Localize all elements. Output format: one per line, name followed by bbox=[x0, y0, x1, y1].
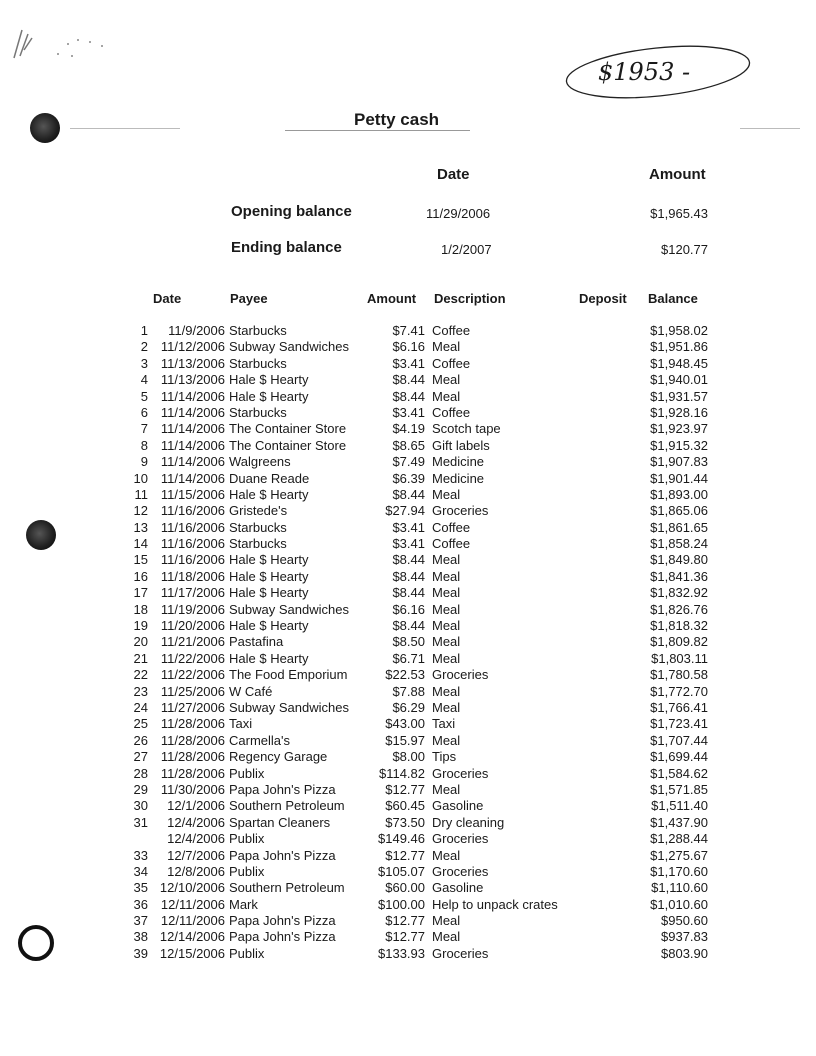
table-row bbox=[0, 520, 816, 536]
row-balance: $1,826.76 bbox=[650, 601, 708, 617]
row-number: 37 bbox=[133, 913, 148, 929]
scan-line-right bbox=[740, 128, 800, 129]
row-description: Meal bbox=[432, 650, 461, 666]
ending-balance-date: 1/2/2007 bbox=[441, 242, 492, 257]
row-number: 11 bbox=[134, 486, 148, 502]
row-number: 34 bbox=[133, 863, 148, 879]
row-description: Coffee bbox=[432, 536, 471, 552]
table-row bbox=[0, 946, 816, 962]
row-balance: $1,707.44 bbox=[650, 732, 708, 748]
row-balance: $1,861.65 bbox=[650, 519, 708, 535]
row-number: 24 bbox=[133, 699, 148, 715]
row-payee: Subway Sandwiches bbox=[229, 699, 349, 715]
row-amount: $7.49 bbox=[392, 454, 425, 470]
row-payee: The Container Store bbox=[229, 421, 347, 437]
row-description: Scotch tape bbox=[432, 421, 501, 437]
table-row bbox=[0, 782, 816, 798]
row-date: 11/13/2006 bbox=[160, 372, 225, 388]
table-row bbox=[0, 815, 816, 831]
row-number: 3 bbox=[140, 355, 148, 371]
page-title: Petty cash bbox=[354, 110, 440, 129]
row-amount: $27.94 bbox=[385, 503, 425, 519]
row-description: Dry cleaning bbox=[432, 814, 505, 830]
row-date: 11/22/2006 bbox=[160, 667, 225, 683]
row-payee: Southern Petroleum bbox=[229, 880, 345, 896]
row-date: 11/14/2006 bbox=[160, 470, 225, 486]
table-row bbox=[0, 716, 816, 732]
row-description: Meal bbox=[432, 699, 461, 715]
row-number: 26 bbox=[133, 732, 148, 748]
ending-balance-amount: $120.77 bbox=[661, 242, 708, 257]
row-payee: Starbucks bbox=[229, 536, 287, 552]
row-amount: $8.44 bbox=[392, 568, 425, 584]
row-payee: Regency Garage bbox=[229, 749, 328, 765]
row-payee: Carmella's bbox=[229, 732, 290, 748]
row-date: 11/14/2006 bbox=[160, 404, 225, 420]
table-row bbox=[0, 618, 816, 634]
table-row bbox=[0, 471, 816, 487]
row-description: Taxi bbox=[432, 716, 456, 732]
table-row bbox=[0, 585, 816, 601]
scan-marks bbox=[8, 20, 128, 70]
row-date: 11/14/2006 bbox=[160, 421, 225, 437]
table-row bbox=[0, 438, 816, 454]
row-payee: Starbucks bbox=[229, 355, 287, 371]
table-row bbox=[0, 651, 816, 667]
row-amount: $7.41 bbox=[392, 323, 425, 338]
handwritten-amount: $1953 - bbox=[598, 58, 691, 86]
row-date: 11/16/2006 bbox=[160, 552, 225, 568]
row-number: 17 bbox=[133, 585, 148, 601]
summary-date-header: Date bbox=[437, 166, 470, 183]
row-date: 12/14/2006 bbox=[159, 929, 225, 945]
row-amount: $4.19 bbox=[392, 421, 425, 437]
row-amount: $149.46 bbox=[378, 831, 425, 847]
row-description: Groceries bbox=[432, 503, 489, 519]
row-balance: $1,699.44 bbox=[650, 749, 708, 765]
opening-balance-amount: $1,965.43 bbox=[650, 206, 708, 221]
title-underline bbox=[285, 130, 470, 131]
table-row bbox=[0, 897, 816, 913]
row-payee: Starbucks bbox=[229, 323, 287, 338]
row-description: Tips bbox=[432, 749, 457, 765]
row-number: 28 bbox=[133, 765, 148, 781]
table-row bbox=[0, 602, 816, 618]
row-balance: $1,928.16 bbox=[650, 404, 708, 420]
table-row bbox=[0, 848, 816, 864]
table-row bbox=[0, 339, 816, 355]
opening-balance-label: Opening balance bbox=[231, 203, 352, 220]
binder-hole-top bbox=[30, 113, 60, 143]
row-number: 39 bbox=[133, 945, 148, 961]
row-payee: Starbucks bbox=[229, 404, 287, 420]
table-row bbox=[0, 766, 816, 782]
row-balance: $1,951.86 bbox=[650, 339, 708, 355]
row-description: Meal bbox=[432, 847, 461, 863]
row-date: 11/15/2006 bbox=[160, 486, 225, 502]
row-number: 22 bbox=[133, 667, 148, 683]
row-payee: Subway Sandwiches bbox=[229, 339, 349, 355]
row-number: 14 bbox=[133, 536, 148, 552]
row-description: Meal bbox=[432, 552, 461, 568]
row-amount: $12.77 bbox=[385, 847, 425, 863]
row-amount: $105.07 bbox=[378, 863, 425, 879]
table-row bbox=[0, 684, 816, 700]
row-amount: $3.41 bbox=[392, 355, 425, 371]
table-row bbox=[0, 831, 816, 847]
ending-balance-label: Ending balance bbox=[231, 239, 342, 256]
row-balance: $1,893.00 bbox=[650, 486, 708, 502]
table-row bbox=[0, 323, 816, 339]
row-amount: $8.44 bbox=[392, 618, 425, 634]
row-payee: Papa John's Pizza bbox=[229, 913, 336, 929]
row-description: Groceries bbox=[432, 831, 489, 847]
row-description: Groceries bbox=[432, 863, 489, 879]
row-balance: $1,915.32 bbox=[650, 437, 708, 453]
row-number: 27 bbox=[133, 749, 148, 765]
row-balance: $1,571.85 bbox=[650, 781, 708, 797]
row-date: 11/12/2006 bbox=[160, 339, 225, 355]
row-balance: $1,948.45 bbox=[650, 355, 708, 371]
table-row bbox=[0, 798, 816, 814]
col-header-date: Date bbox=[153, 291, 182, 306]
summary-amount-header: Amount bbox=[649, 166, 706, 183]
row-date: 11/14/2006 bbox=[160, 437, 225, 453]
table-row bbox=[0, 880, 816, 896]
row-payee: Publix bbox=[229, 765, 265, 781]
row-payee: Hale $ Hearty bbox=[229, 372, 309, 388]
row-date: 11/17/2006 bbox=[160, 585, 225, 601]
opening-balance-date: 11/29/2006 bbox=[426, 206, 491, 221]
row-date: 11/21/2006 bbox=[160, 634, 225, 650]
table-row bbox=[0, 864, 816, 880]
row-description: Medicine bbox=[432, 454, 485, 470]
table-row bbox=[0, 749, 816, 765]
row-number: 20 bbox=[133, 634, 148, 650]
row-amount: $8.50 bbox=[392, 634, 425, 650]
row-balance: $1,865.06 bbox=[650, 503, 708, 519]
row-balance: $1,170.60 bbox=[650, 863, 708, 879]
row-date: 11/25/2006 bbox=[160, 683, 225, 699]
row-description: Meal bbox=[432, 732, 461, 748]
row-description: Meal bbox=[432, 929, 461, 945]
row-balance: $1,780.58 bbox=[650, 667, 708, 683]
row-balance: $1,803.11 bbox=[651, 650, 708, 666]
row-number: 35 bbox=[133, 880, 148, 896]
table-row bbox=[0, 503, 816, 519]
row-amount: $100.00 bbox=[378, 896, 425, 912]
row-balance: $1,437.90 bbox=[650, 814, 708, 830]
row-date: 11/18/2006 bbox=[160, 568, 225, 584]
row-amount: $6.29 bbox=[392, 699, 425, 715]
row-payee: Southern Petroleum bbox=[229, 798, 345, 814]
row-balance: $1,766.41 bbox=[650, 699, 708, 715]
row-balance: $1,858.24 bbox=[650, 536, 708, 552]
row-number: 5 bbox=[140, 388, 148, 404]
row-balance: $803.90 bbox=[661, 945, 708, 961]
row-amount: $43.00 bbox=[385, 716, 425, 732]
row-balance: $1,275.67 bbox=[650, 847, 708, 863]
row-number: 16 bbox=[133, 568, 148, 584]
row-amount: $60.00 bbox=[385, 880, 425, 896]
row-date: 11/16/2006 bbox=[160, 519, 225, 535]
row-date: 12/8/2006 bbox=[167, 863, 225, 879]
row-description: Gasoline bbox=[432, 798, 484, 814]
table-row bbox=[0, 389, 816, 405]
row-amount: $6.71 bbox=[392, 650, 425, 666]
table-row bbox=[0, 356, 816, 372]
table-row bbox=[0, 454, 816, 470]
row-description: Meal bbox=[432, 634, 461, 650]
row-balance: $1,818.32 bbox=[650, 618, 708, 634]
row-payee: Hale $ Hearty bbox=[229, 388, 309, 404]
scan-line-left bbox=[70, 128, 180, 129]
row-balance: $1,010.60 bbox=[650, 896, 708, 912]
row-payee: Spartan Cleaners bbox=[229, 814, 331, 830]
row-amount: $8.00 bbox=[392, 749, 425, 765]
row-date: 12/4/2006 bbox=[167, 814, 225, 830]
row-balance: $1,940.01 bbox=[650, 372, 708, 388]
col-header-amount: Amount bbox=[367, 291, 417, 306]
row-number: 25 bbox=[133, 716, 148, 732]
row-payee: Duane Reade bbox=[229, 470, 310, 486]
row-payee: Gristede's bbox=[229, 503, 288, 519]
row-payee: The Container Store bbox=[229, 437, 347, 453]
row-amount: $8.44 bbox=[392, 585, 425, 601]
row-balance: $950.60 bbox=[661, 913, 708, 929]
table-row bbox=[0, 733, 816, 749]
row-payee: Walgreens bbox=[229, 454, 291, 470]
row-description: Groceries bbox=[432, 945, 489, 961]
row-description: Meal bbox=[432, 388, 461, 404]
row-amount: $8.44 bbox=[392, 552, 425, 568]
row-amount: $12.77 bbox=[385, 781, 425, 797]
row-amount: $8.44 bbox=[392, 372, 425, 388]
row-number: 33 bbox=[133, 847, 148, 863]
row-number: 13 bbox=[133, 519, 148, 535]
row-balance: $1,772.70 bbox=[650, 683, 708, 699]
row-number: 23 bbox=[133, 683, 148, 699]
table-row bbox=[0, 487, 816, 503]
row-date: 11/14/2006 bbox=[160, 454, 225, 470]
table-row bbox=[0, 929, 816, 945]
row-amount: $114.82 bbox=[378, 765, 425, 781]
row-balance: $1,849.80 bbox=[650, 552, 708, 568]
row-description: Meal bbox=[432, 913, 461, 929]
row-amount: $15.97 bbox=[385, 732, 425, 748]
row-amount: $7.88 bbox=[392, 683, 425, 699]
row-payee: Papa John's Pizza bbox=[229, 847, 336, 863]
row-date: 11/16/2006 bbox=[160, 503, 225, 519]
row-payee: Hale $ Hearty bbox=[229, 486, 309, 502]
row-date: 11/19/2006 bbox=[160, 601, 225, 617]
row-description: Medicine bbox=[432, 470, 485, 486]
row-date: 11/28/2006 bbox=[160, 765, 225, 781]
table-row bbox=[0, 569, 816, 585]
table-row bbox=[0, 667, 816, 683]
row-amount: $6.16 bbox=[392, 339, 425, 355]
row-balance: $1,584.62 bbox=[650, 765, 708, 781]
row-payee: Hale $ Hearty bbox=[229, 585, 309, 601]
row-number: 21 bbox=[133, 650, 148, 666]
row-description: Coffee bbox=[432, 404, 471, 420]
row-amount: $6.39 bbox=[392, 470, 425, 486]
row-date: 11/22/2006 bbox=[160, 650, 225, 666]
row-description: Meal bbox=[432, 601, 461, 617]
row-balance: $1,511.40 bbox=[651, 798, 708, 814]
col-header-payee: Payee bbox=[230, 291, 268, 306]
col-header-description: Description bbox=[434, 291, 506, 306]
row-payee: Subway Sandwiches bbox=[229, 601, 349, 617]
row-amount: $60.45 bbox=[385, 798, 425, 814]
row-description: Meal bbox=[432, 372, 461, 388]
row-date: 12/11/2006 bbox=[160, 913, 225, 929]
row-payee: W Café bbox=[229, 683, 273, 699]
row-amount: $8.44 bbox=[392, 486, 425, 502]
row-payee: Pastafina bbox=[229, 634, 284, 650]
row-description: Meal bbox=[432, 568, 461, 584]
row-date: 11/14/2006 bbox=[160, 388, 225, 404]
row-balance: $1,901.44 bbox=[650, 470, 708, 486]
row-number: 7 bbox=[140, 421, 148, 437]
transaction-table bbox=[0, 323, 816, 962]
row-date: 11/30/2006 bbox=[160, 781, 225, 797]
row-payee: Mark bbox=[229, 896, 258, 912]
row-number: 12 bbox=[133, 503, 148, 519]
row-amount: $73.50 bbox=[385, 814, 425, 830]
row-date: 11/27/2006 bbox=[160, 699, 225, 715]
row-number: 8 bbox=[140, 437, 148, 453]
row-amount: $133.93 bbox=[378, 945, 425, 961]
row-balance: $1,723.41 bbox=[650, 716, 708, 732]
row-date: 12/15/2006 bbox=[159, 945, 225, 961]
row-description: Meal bbox=[432, 683, 461, 699]
row-number: 31 bbox=[133, 814, 148, 830]
row-number: 9 bbox=[140, 454, 148, 470]
row-number: 19 bbox=[133, 618, 148, 634]
row-date: 11/13/2006 bbox=[160, 355, 225, 371]
row-description: Meal bbox=[432, 781, 461, 797]
row-number: 29 bbox=[133, 781, 148, 797]
row-payee: Publix bbox=[229, 945, 265, 961]
row-number: 18 bbox=[133, 601, 148, 617]
row-date: 11/20/2006 bbox=[160, 618, 225, 634]
row-description: Help to unpack crates bbox=[432, 896, 558, 912]
row-number: 1 bbox=[140, 323, 148, 338]
row-description: Gift labels bbox=[432, 437, 490, 453]
table-row bbox=[0, 421, 816, 437]
row-date: 11/28/2006 bbox=[160, 732, 225, 748]
row-description: Coffee bbox=[432, 519, 471, 535]
row-number: 4 bbox=[140, 372, 148, 388]
row-payee: Papa John's Pizza bbox=[229, 781, 336, 797]
row-description: Groceries bbox=[432, 667, 489, 683]
table-row bbox=[0, 536, 816, 552]
row-payee: Hale $ Hearty bbox=[229, 568, 309, 584]
row-amount: $12.77 bbox=[385, 913, 425, 929]
row-balance: $1,931.57 bbox=[650, 388, 708, 404]
row-date: 12/1/2006 bbox=[167, 798, 225, 814]
row-number: 36 bbox=[133, 896, 148, 912]
table-row bbox=[0, 913, 816, 929]
row-number: 6 bbox=[140, 404, 148, 420]
row-date: 12/10/2006 bbox=[159, 880, 225, 896]
row-payee: Publix bbox=[229, 863, 265, 879]
row-date: 12/4/2006 bbox=[167, 831, 225, 847]
row-balance: $1,923.97 bbox=[650, 421, 708, 437]
col-header-deposit: Deposit bbox=[579, 291, 627, 306]
row-number: 2 bbox=[140, 339, 148, 355]
row-balance: $1,907.83 bbox=[650, 454, 708, 470]
row-date: 11/16/2006 bbox=[160, 536, 225, 552]
table-row bbox=[0, 552, 816, 568]
row-balance: $1,288.44 bbox=[650, 831, 708, 847]
row-amount: $3.41 bbox=[392, 404, 425, 420]
row-description: Meal bbox=[432, 339, 461, 355]
row-balance: $937.83 bbox=[661, 929, 708, 945]
table-row bbox=[0, 372, 816, 388]
row-amount: $3.41 bbox=[392, 519, 425, 535]
row-description: Groceries bbox=[432, 765, 489, 781]
row-number: 10 bbox=[133, 470, 148, 486]
row-number: 15 bbox=[133, 552, 148, 568]
table-row bbox=[0, 405, 816, 421]
row-payee: Starbucks bbox=[229, 519, 287, 535]
row-amount: $8.44 bbox=[392, 388, 425, 404]
row-payee: The Food Emporium bbox=[229, 667, 348, 683]
row-balance: $1,958.02 bbox=[650, 323, 708, 338]
row-payee: Hale $ Hearty bbox=[229, 618, 309, 634]
row-number: 38 bbox=[133, 929, 148, 945]
table-row bbox=[0, 700, 816, 716]
row-description: Coffee bbox=[432, 355, 471, 371]
row-balance: $1,841.36 bbox=[650, 568, 708, 584]
col-header-balance: Balance bbox=[648, 291, 698, 306]
row-description: Gasoline bbox=[432, 880, 484, 896]
row-description: Meal bbox=[432, 486, 461, 502]
table-row bbox=[0, 634, 816, 650]
row-balance: $1,110.60 bbox=[651, 880, 708, 896]
row-payee: Hale $ Hearty bbox=[229, 650, 309, 666]
row-amount: $3.41 bbox=[392, 536, 425, 552]
row-date: 11/28/2006 bbox=[160, 716, 225, 732]
row-amount: $12.77 bbox=[385, 929, 425, 945]
row-date: 12/11/2006 bbox=[160, 896, 225, 912]
row-balance: $1,832.92 bbox=[650, 585, 708, 601]
row-number: 30 bbox=[133, 798, 148, 814]
row-description: Meal bbox=[432, 618, 461, 634]
row-description: Coffee bbox=[432, 323, 471, 338]
row-amount: $6.16 bbox=[392, 601, 425, 617]
row-description: Meal bbox=[432, 585, 461, 601]
row-payee: Papa John's Pizza bbox=[229, 929, 336, 945]
row-amount: $22.53 bbox=[385, 667, 425, 683]
row-date: 11/28/2006 bbox=[160, 749, 225, 765]
row-payee: Publix bbox=[229, 831, 265, 847]
row-balance: $1,809.82 bbox=[650, 634, 708, 650]
row-date: 12/7/2006 bbox=[167, 847, 225, 863]
row-amount: $8.65 bbox=[392, 437, 425, 453]
row-date: 11/9/2006 bbox=[168, 323, 225, 338]
row-payee: Hale $ Hearty bbox=[229, 552, 309, 568]
row-payee: Taxi bbox=[229, 716, 253, 732]
